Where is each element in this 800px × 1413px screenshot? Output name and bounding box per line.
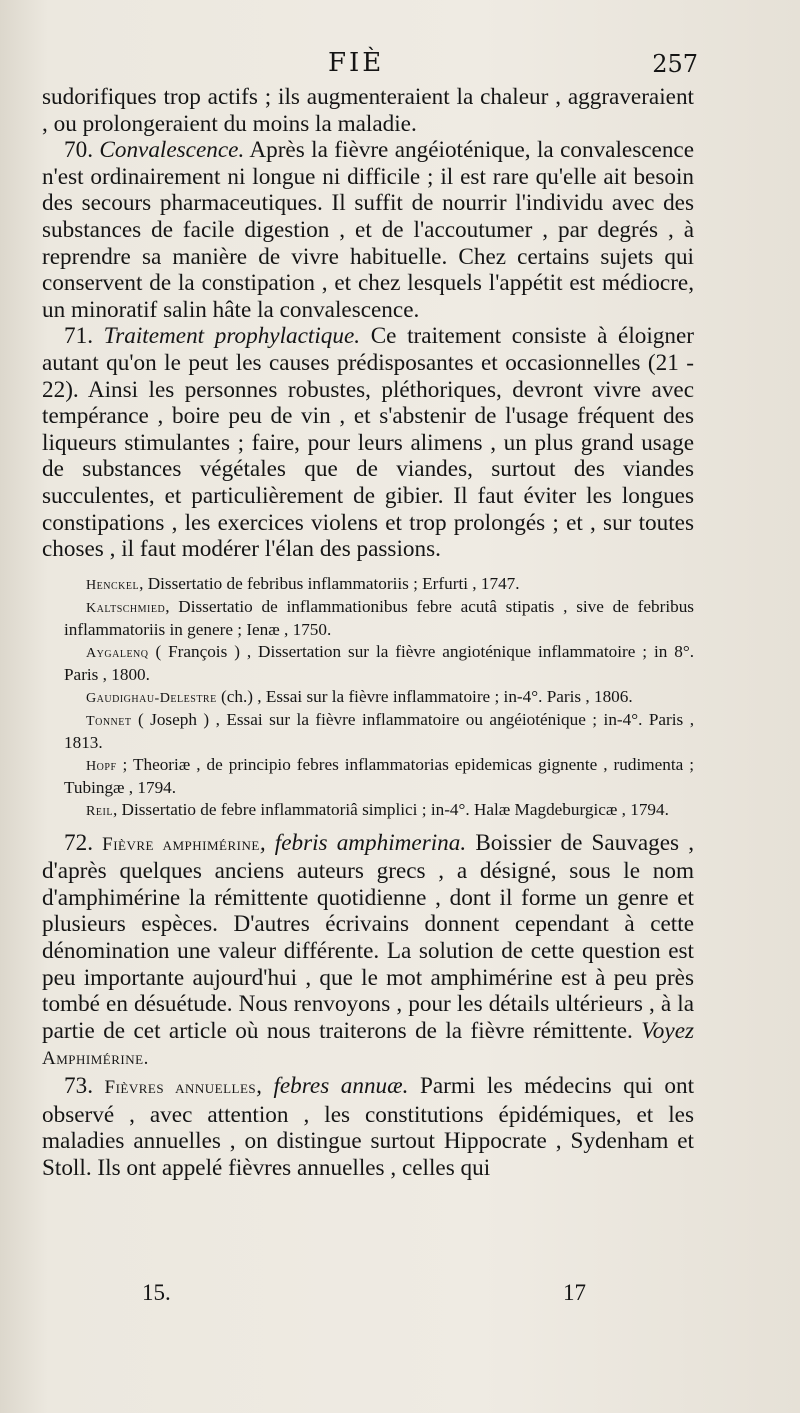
- bibliography-entry: [42, 709, 694, 754]
- sheet-number: 17: [563, 1280, 586, 1305]
- paragraph-72: [42, 830, 694, 1073]
- paragraph-70: [42, 137, 694, 323]
- paragraph-71: [42, 323, 694, 562]
- running-head-title: FIÈ: [328, 48, 385, 78]
- ref-details: , Dissertatio de febre inflammatoriâ simplici ; in-4°. Halæ Magdeburgicæ , 1794.: [112, 799, 669, 819]
- section-title: Traitement prophylactique.: [103, 323, 361, 350]
- ref-author: Hopf: [86, 757, 117, 774]
- paragraph-number: 70.: [64, 137, 93, 164]
- bibliography-entry: [42, 799, 694, 822]
- ref-details: ( François ) , Dissertation sur la fièvre angioténique inflammatoire ; in 8°. Paris , 1800.: [64, 641, 694, 684]
- paragraph-text: Ce traitement consiste à éloigner autant qu'on le peut les causes prédisposantes et occasionnelles (21 - 22). Ainsi les personnes robustes, pléthoriques, devront vivre avec tempérance , boire peu de vin , et s'abstenir de l'usage fréquent des liqueurs stimulantes ; faire, pour leurs alimens , un plus grand usage de substances végétales que de viandes, surtout des viandes succulentes, et particulièrement de gibier. Il faut éviter les longues constipations , les exercices violens et trop prolongés ; et , sur toutes choses , il faut modérer l'élan des passions.: [42, 323, 694, 563]
- bibliography-entry: [42, 754, 694, 799]
- ref-details: ; Theoriæ , de principio febres inflammatorias epidemicas gignente , rudimenta ; Tubingæ , 1794.: [64, 754, 694, 797]
- running-head: [48, 48, 698, 82]
- ref-details: , Dissertatio de febribus inflammatoriis ; Erfurti , 1747.: [139, 573, 520, 593]
- entry-heading: Fièvre amphimérine: [102, 833, 260, 855]
- ref-author: Reil: [86, 802, 113, 819]
- paragraph-text: Parmi les médecins qui ont observé , avec attention , les constitutions épidémiques, et les maladies annuelles , on distingue surtout Hippocrate , Sydenham et Stoll. Ils ont appelé fièvres annuelles , celles qui: [42, 1073, 695, 1181]
- page-footer: [48, 1280, 698, 1310]
- paragraph-continued: sudorifiques trop actifs ; ils augmenteraient la chaleur , aggraveraient , ou prolongeraient du moins la maladie.: [42, 84, 694, 137]
- see-also-label: Voyez: [641, 1017, 695, 1044]
- latin-term: , febris amphimerina.: [259, 829, 467, 856]
- page-number: 257: [652, 50, 698, 78]
- ref-details: , Dissertatio de inflammationibus febre acutâ stipatis , sive de febribus inflammatoriis in genere ; Ienæ , 1750.: [64, 596, 694, 639]
- bibliography-entry: [42, 641, 694, 686]
- ref-details: (ch.) , Essai sur la fièvre inflammatoire ; in-4°. Paris , 1806.: [221, 686, 633, 706]
- ref-author: Tonnet: [86, 712, 132, 729]
- signature-mark: 15.: [142, 1280, 171, 1305]
- section-title: Convalescence.: [99, 137, 245, 164]
- ref-author: Kaltschmied: [86, 599, 166, 616]
- bibliography: [42, 573, 694, 822]
- ref-author: Henckel: [86, 576, 140, 593]
- see-also-target: Amphimérine.: [42, 1048, 149, 1070]
- entry-heading: Fièvres annuelles: [104, 1077, 257, 1099]
- ref-details: ( Joseph ) , Essai sur la fièvre inflammatoire ou angéioténique ; in-4°. Paris , 1813.: [64, 709, 694, 752]
- latin-term: , febres annuæ.: [256, 1073, 409, 1100]
- paragraph-text: Après la fièvre angéioténique, la convalescence n'est ordinairement ni longue ni difficile ; il est rare qu'elle ait besoin des secours pharmaceutiques. Il suffit de nourrir l'individu avec des substances de facile digestion , et de l'accoutumer , par degrés , à reprendre sa manière de vivre habituelle. Chez certains sujets qui conservent de la constipation , et chez lesquels l'appétit est médiocre, un minoratif salin hâte la convalescence.: [42, 137, 694, 323]
- bibliography-entry: [42, 573, 694, 596]
- paragraph-number: 72.: [64, 829, 93, 856]
- body-text: [42, 84, 694, 1181]
- bibliography-entry: [42, 686, 694, 709]
- ref-author: Gaudighau-Delestre: [86, 689, 217, 706]
- ref-author: Aygalenq: [86, 644, 149, 661]
- paragraph-number: 71.: [64, 323, 93, 350]
- paragraph-text: Boissier de Sauvages , d'après quelques anciens auteurs grecs , a désigné, sous le nom d'amphimérine la rémittente quotidienne , dont il forme un genre et plusieurs espèces. D'autres écrivains donnent cependant à cette dénomination une valeur différente. La solution de cette question est peu importante aujourd'hui , que le mot amphimérine est à peu près tombé en désuétude. Nous renvoyons , pour les détails ultérieurs , à la partie de cet article où nous traiterons de la fièvre rémittente.: [42, 829, 695, 1044]
- paragraph-number: 73.: [64, 1073, 93, 1100]
- paragraph-73: [42, 1073, 694, 1181]
- bibliography-entry: [42, 596, 694, 641]
